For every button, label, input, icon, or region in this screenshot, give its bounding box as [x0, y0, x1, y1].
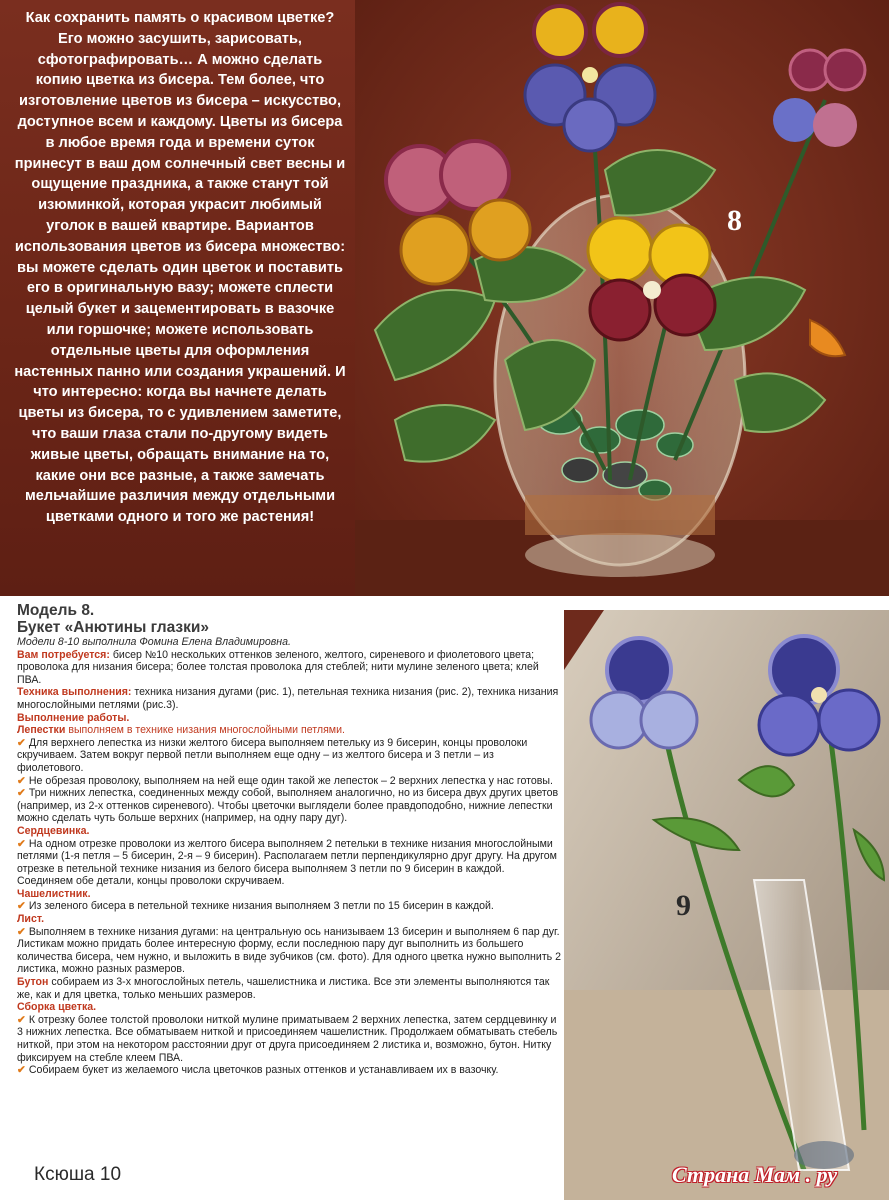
assembly-step-2: [17, 1064, 562, 1077]
assembly-heading: Сборка цветка.: [17, 1001, 97, 1014]
checkmark-icon: ✔: [17, 736, 26, 749]
checkmark-icon: ✔: [17, 787, 26, 800]
petals-heading-rest: выполняем в технике низания многослойными петлями.: [65, 724, 345, 737]
site-watermark: Страна Мам . ру: [672, 1162, 838, 1187]
bud-text: собираем из 3-х многослойных петель, чашелистника и листика. Все эти элементы выполняются так же, как и для цветка, только меньших размеров.: [17, 976, 550, 1001]
technique-heading: Техника выполнения:: [17, 686, 132, 699]
assembly-step-2-text: Собираем букет из желаемого числа цветочков разных оттенков и устанавливаем их в вазочку.: [28, 1064, 499, 1077]
petals-step-3: [17, 787, 562, 825]
model-title: Модель 8.: [17, 602, 95, 619]
sepal-heading: Чашелистник.: [17, 887, 91, 900]
petals-step-1-text: Для верхнего лепестка из низки желтого бисера выполняем петельку из 9 бисерин, концы проволоки скручиваем. Затем вокруг первой петли выполняем еще одну – из желтого бисера и 3 петли – из фиолетового.: [17, 736, 528, 774]
author-credit: Модели 8-10 выполнила Фомина Елена Владимировна.: [17, 636, 291, 648]
bouquet-title: Букет «Анютины глазки»: [17, 619, 210, 636]
pansy-bouquet-illustration: [355, 0, 889, 610]
sepal-step-1-text: Из зеленого бисера в петельной технике низания выполняем 3 петли по 15 бисерин в каждой.: [28, 900, 494, 913]
sepal-step-1: [17, 900, 562, 913]
materials-paragraph: [17, 649, 562, 687]
checkmark-icon: ✔: [17, 774, 26, 787]
materials-text: бисер №10 нескольких оттенков зеленого, желтого, сиреневого и фиолетового цвета; проволока для низания бисера; более толстая проволока для стеблей; нити мулине зеленого цвета; клей ПВА.: [17, 648, 539, 686]
leaf-step-1-text: Выполняем в технике низания дугами: на центральную ось нанизываем 13 бисерин и выполняем 6 пар дуг. Листикам можно придать более интересную форму, если последнюю пару дуг выполнить из большего количества бисера, чем нужно, и выложить в виде зубчиков (см. фото). Для одного цветка нужно выполнить 2 листика, можно разных размеров.: [17, 925, 562, 976]
violet-vase-illustration: [564, 610, 889, 1200]
article-body: [17, 602, 562, 1077]
technique-paragraph: [17, 686, 562, 711]
photo-number-8: 8: [727, 204, 742, 237]
leaf-heading: Лист.: [17, 913, 45, 926]
checkmark-icon: ✔: [17, 925, 26, 938]
magazine-page-label: Ксюша 10: [34, 1164, 122, 1185]
core-heading: Сердцевинка.: [17, 824, 90, 837]
petals-step-2-text: Не обрезая проволоку, выполняем на ней еще один такой же лепесток – 2 верхних лепестка у нас готовы.: [28, 774, 553, 787]
assembly-step-1-text: К отрезку более толстой проволоки ниткой мулине приматываем 2 верхних лепестка, затем сердцевинку и 3 нижних лепестка. Все обматываем ниткой и присоединяем чашелистник. Продолжаем обматывать стебель ниткой, при этом на некотором расстоянии друг от друга присоединяем 2 листика и, возможно, бутон. Нитку фиксируем на стебле клеем ПВА.: [17, 1013, 558, 1064]
checkmark-icon: ✔: [17, 837, 26, 850]
pansy-bouquet-photo: [355, 0, 889, 610]
checkmark-icon: ✔: [17, 1064, 26, 1077]
petals-step-2: [17, 775, 562, 788]
intro-panel: [0, 0, 360, 596]
petals-heading: Лепестки: [17, 724, 66, 737]
violet-vase-photo: [564, 610, 889, 1200]
checkmark-icon: ✔: [17, 900, 26, 913]
core-step-1-text: На одном отрезке проволоки из желтого бисера выполняем 2 петельки в технике низания многослойными петлями (1-я петля – 5 бисерин, 2-я – 9 бисерин). Располагаем петли перпендикулярно друг другу. На другом отрезке в петельной технике низания из белого бисера выполняем 3 петли по 9 бисерин в каждой. Соединяем обе детали, концы проволоки скручиваем.: [17, 837, 557, 888]
photo-number-9: 9: [676, 889, 691, 922]
checkmark-icon: ✔: [17, 1013, 26, 1026]
core-step-1: [17, 838, 562, 888]
intro-text: Как сохранить память о красивом цветке? Его можно засушить, зарисовать, сфотографировать… А можно сделать копию цветка из бисера. Тем более, что изготовление цветов из бисера – искусство, доступное всем и каждому. Цветы из бисера в любое время года и времени суток принесут в ваш дом солнечный свет весны и ощущение праздника, а также станут той изюминкой, которая украсит любимый уголок в вашей квартире. Вариантов использования цветов из бисера множество: вы можете сделать один цветок и поставить его в оригинальную вазу; можете сплести целый букет и зацементировать в вазочке или горшочке; можете использовать отдельные цветы для оформления настенных панно или создания украшений. И что интересно: когда вы начнете делать цветы из бисера, то с удивлением заметите, что ваши глаза стали по-другому видеть живые цветы, обращать внимание на то, какие они все разные, а также замечать мельчайшие различия между отдельными цветками одного и того же растения!: [14, 10, 346, 526]
assembly-step-1: [17, 1014, 562, 1064]
bud-paragraph: [17, 976, 562, 1001]
work-heading: Выполнение работы.: [17, 711, 130, 724]
petals-step-1: [17, 737, 562, 775]
bud-heading: Бутон: [17, 976, 49, 989]
materials-heading: Вам потребуется:: [17, 648, 110, 661]
leaf-step-1: [17, 926, 562, 976]
technique-text: техника низания дугами (рис. 1), петельная техника низания (рис. 2), техника низания многослойными петлями (рис.3).: [17, 686, 559, 711]
petals-step-3-text: Три нижних лепестка, соединенных между собой, выполняем аналогично, но из бисера двух других цветов (например, из 2-х оттенков сиреневого). Чтобы цветочки выглядели более правдоподобно, нижние лепестки можно сделать чуть больше верхних (например, на одну пару дуг).: [17, 787, 559, 825]
petals-heading-paragraph: [17, 724, 562, 737]
